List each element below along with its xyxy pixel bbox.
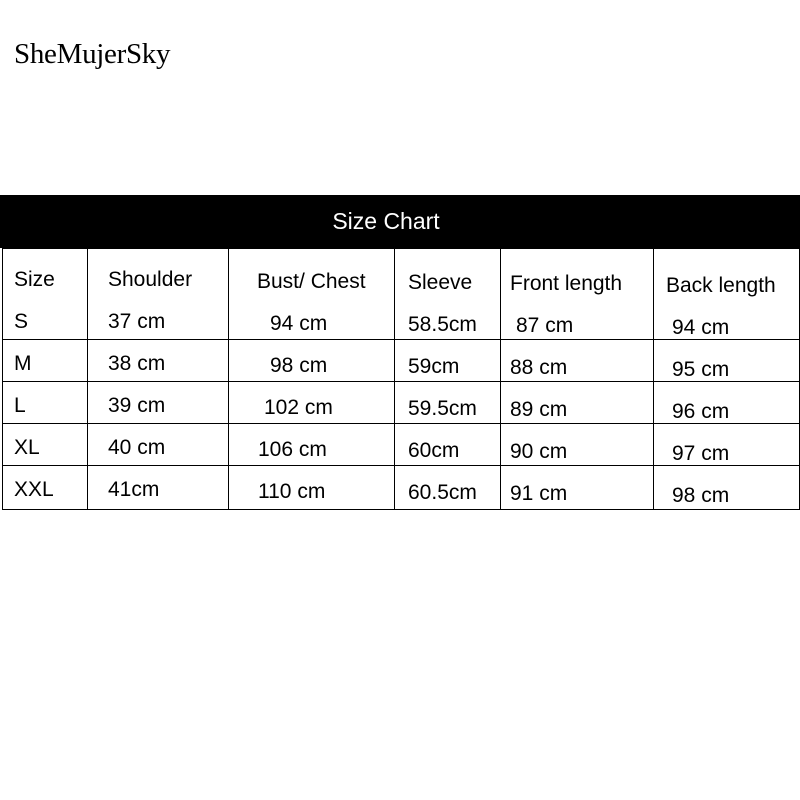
brand-logo: SheMujerSky bbox=[14, 38, 171, 70]
table-border-top bbox=[2, 248, 800, 249]
size-chart-title: Size Chart bbox=[332, 208, 440, 234]
cell-sleeve: 60cm bbox=[408, 439, 460, 462]
cell-front-length: 88 cm bbox=[510, 356, 568, 379]
table-border-bottom bbox=[2, 509, 800, 510]
cell-size: L bbox=[14, 394, 26, 417]
cell-bust: 94 cm bbox=[270, 312, 328, 335]
cell-bust: 98 cm bbox=[270, 354, 328, 377]
cell-sleeve: 59cm bbox=[408, 355, 460, 378]
header-size: Size bbox=[14, 268, 55, 291]
cell-front-length: 89 cm bbox=[510, 398, 568, 421]
cell-back-length: 98 cm bbox=[672, 484, 730, 507]
cell-size: S bbox=[14, 310, 29, 333]
header-back-length: Back length bbox=[666, 274, 776, 297]
table-column-divider bbox=[394, 248, 395, 510]
cell-size: M bbox=[14, 352, 32, 375]
cell-front-length: 91 cm bbox=[510, 482, 568, 505]
size-table bbox=[2, 248, 800, 510]
table-column-divider bbox=[87, 248, 88, 510]
header-sleeve: Sleeve bbox=[408, 271, 473, 294]
cell-size: XXL bbox=[14, 478, 54, 501]
header-bust-chest: Bust/ Chest bbox=[257, 270, 366, 293]
cell-shoulder: 40 cm bbox=[108, 436, 166, 459]
cell-sleeve: 58.5cm bbox=[408, 313, 477, 336]
cell-front-length: 90 cm bbox=[510, 440, 568, 463]
cell-sleeve: 59.5cm bbox=[408, 397, 477, 420]
cell-shoulder: 41cm bbox=[108, 478, 160, 501]
header-shoulder: Shoulder bbox=[108, 268, 193, 291]
cell-sleeve: 60.5cm bbox=[408, 481, 477, 504]
cell-size: XL bbox=[14, 436, 40, 459]
cell-back-length: 94 cm bbox=[672, 316, 730, 339]
table-column-divider bbox=[228, 248, 229, 510]
cell-shoulder: 37 cm bbox=[108, 310, 166, 333]
table-column-divider bbox=[500, 248, 501, 510]
cell-shoulder: 39 cm bbox=[108, 394, 166, 417]
table-column-divider bbox=[653, 248, 654, 510]
size-chart-header bbox=[0, 195, 800, 248]
cell-back-length: 97 cm bbox=[672, 442, 730, 465]
cell-shoulder: 38 cm bbox=[108, 352, 166, 375]
table-border-left bbox=[2, 248, 3, 510]
cell-back-length: 95 cm bbox=[672, 358, 730, 381]
header-front-length: Front length bbox=[510, 272, 623, 295]
cell-bust: 110 cm bbox=[258, 480, 326, 503]
cell-front-length: 87 cm bbox=[516, 314, 574, 337]
cell-bust: 106 cm bbox=[258, 438, 327, 461]
cell-bust: 102 cm bbox=[264, 396, 333, 419]
cell-back-length: 96 cm bbox=[672, 400, 730, 423]
